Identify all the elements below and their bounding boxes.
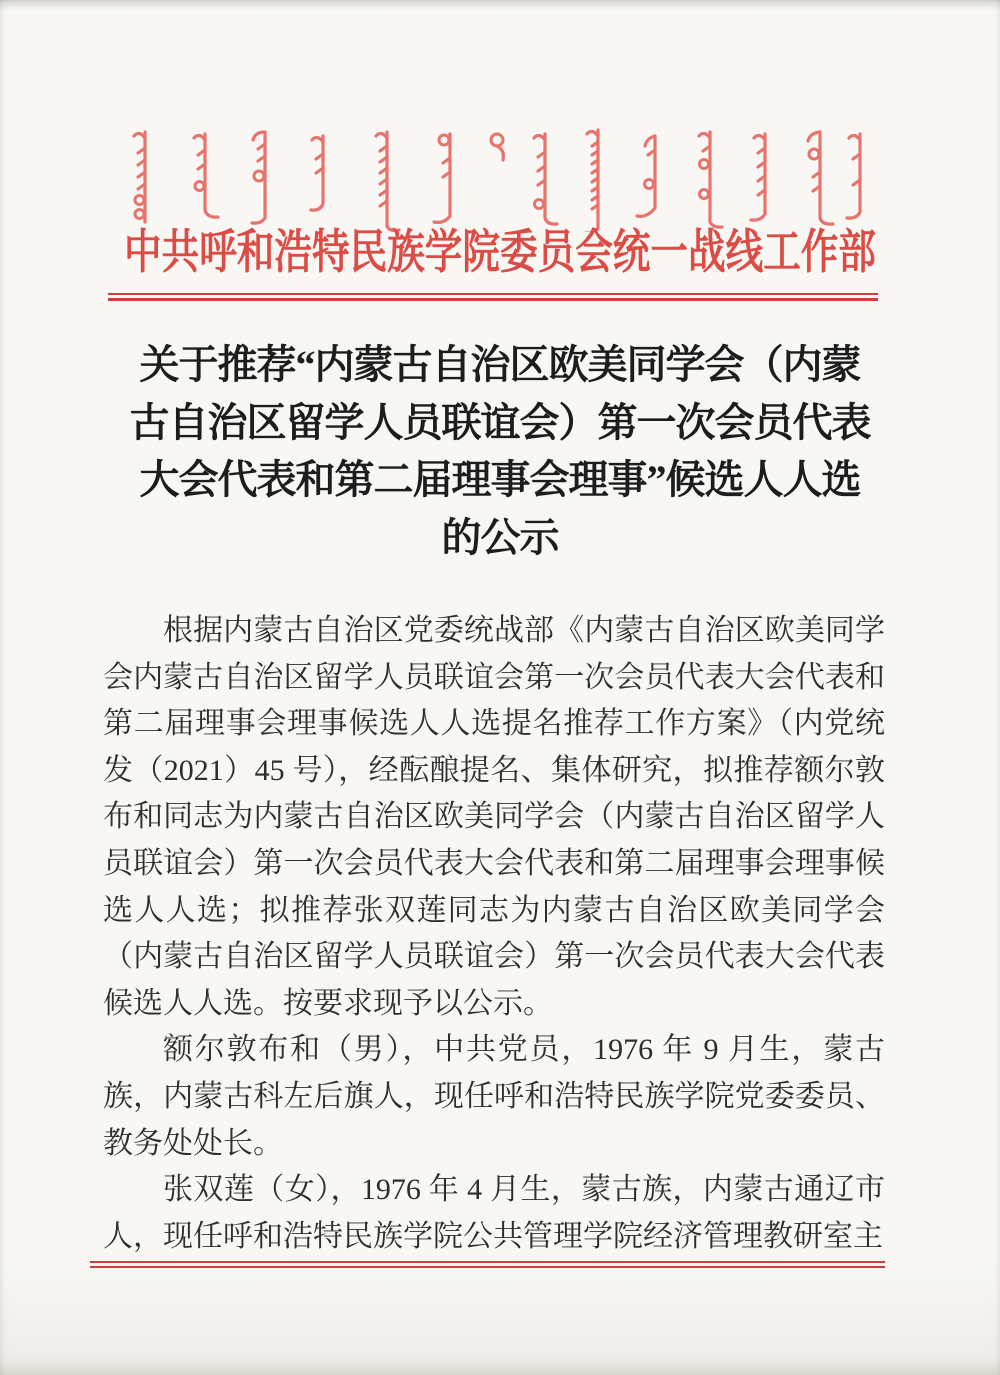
title-line: 古自治区留学人员联谊会）第一次会员代表 bbox=[129, 399, 871, 445]
mongolian-word bbox=[847, 134, 860, 218]
mongolian-word bbox=[751, 134, 765, 220]
body-paragraph: 额尔敦布和（男），中共党员，1976 年 9 月生，蒙古族，内蒙古科左后旗人，现任呼和浩特民族学院党委委员、教务处处长。 bbox=[103, 1033, 885, 1160]
body-paragraph: 张双莲（女），1976 年 4 月生，蒙古族，内蒙古通辽市人，现任呼和浩特民族学院公共管理学院经济管理教研室主 bbox=[103, 1173, 885, 1253]
title-line: 的公示 bbox=[441, 514, 559, 560]
document-title bbox=[0, 336, 1000, 566]
body-paragraph: 根据内蒙古自治区党委统战部《内蒙古自治区欧美同学会内蒙古自治区留学人员联谊会第一次会员代表大会代表和第二届理事会理事候选人人选提名推荐工作方案》（内党统发（2021）45 号），经酝酿提名、集体研究，拟推荐额尔敦布和同志为内蒙古自治区欧美同学会（内蒙古自治区留学人员联谊会）第一次会员代表大会代表和第二届理事会理事候选人人选；拟推荐张双莲同志为内蒙古自治区欧美同学会（内蒙古自治区留学人员联谊会）第一次会员代表大会代表候选人人选。按要求现予以公示。 bbox=[103, 614, 885, 1020]
mongolian-word bbox=[699, 132, 722, 227]
mongolian-word bbox=[311, 136, 323, 210]
mongolian-word bbox=[434, 134, 450, 222]
mongolian-word bbox=[637, 136, 655, 216]
mongolian-word bbox=[808, 132, 833, 224]
mongolian-word bbox=[194, 134, 218, 217]
mongolian-word bbox=[134, 132, 145, 222]
letterhead-org-name: 中共呼和浩特民族学院委员会统一战线工作部 bbox=[124, 227, 876, 279]
mongolian-word bbox=[491, 134, 503, 160]
title-line: 关于推荐“内蒙古自治区欧美同学会（内蒙 bbox=[139, 342, 861, 387]
mongolian-word bbox=[534, 134, 557, 224]
document-body bbox=[103, 608, 885, 1260]
mongolian-word bbox=[252, 132, 265, 223]
letterhead-divider-rule bbox=[108, 293, 878, 301]
title-line: 大会代表和第二届理事会理事”候选人人选 bbox=[139, 457, 861, 502]
footer-divider-rule bbox=[90, 1261, 885, 1268]
